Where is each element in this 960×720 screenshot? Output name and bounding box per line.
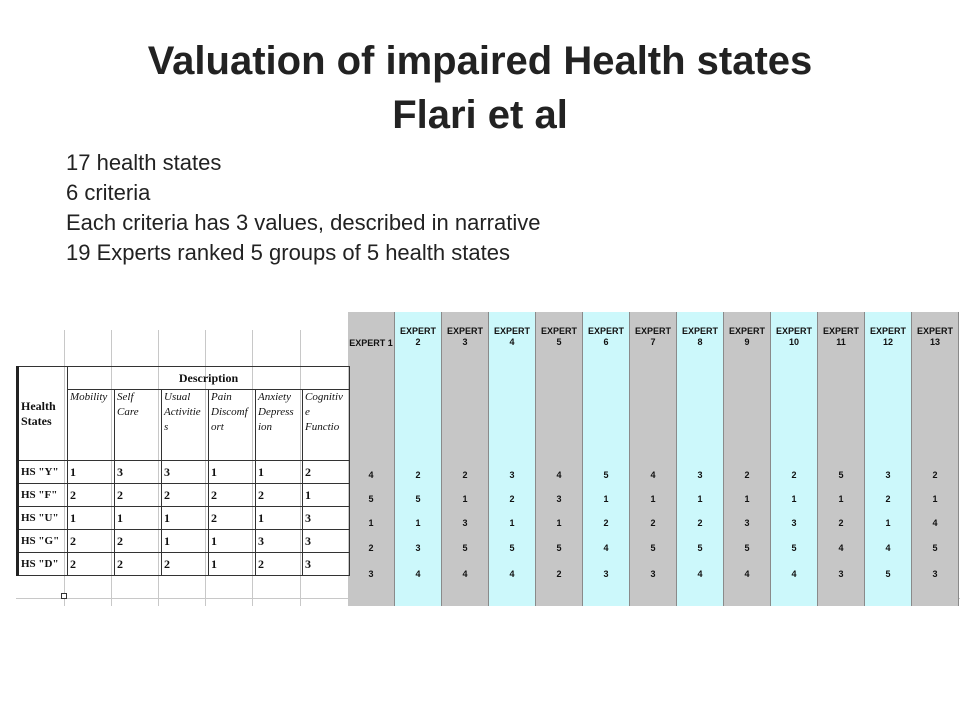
expert-rank: 2 — [744, 470, 750, 480]
expert-column — [583, 312, 630, 606]
expert-column — [489, 312, 536, 606]
expert-column — [912, 312, 959, 606]
criterion-value: 2 — [256, 553, 303, 576]
criterion-value: 2 — [256, 484, 303, 507]
criterion-value: 1 — [162, 530, 209, 553]
expert-rank: 1 — [603, 494, 609, 504]
expert-rank: 5 — [885, 569, 891, 579]
table-row — [18, 553, 350, 576]
expert-rank: 2 — [462, 470, 468, 480]
expert-rank: 2 — [697, 518, 703, 528]
health-state-label: HS "U" — [18, 507, 68, 530]
expert-rank: 4 — [603, 543, 609, 553]
criterion-value: 3 — [115, 461, 162, 484]
criterion-value: 2 — [68, 553, 115, 576]
criterion-value: 2 — [303, 461, 350, 484]
fill-handle — [61, 593, 67, 599]
health-state-label: HS "Y" — [18, 461, 68, 484]
expert-rank: 3 — [838, 569, 844, 579]
expert-column — [348, 312, 395, 606]
criterion-value: 3 — [303, 530, 350, 553]
expert-header: EXPERT 1 — [349, 338, 393, 348]
expert-rank: 2 — [791, 470, 797, 480]
criterion-usual-activities: Usual Activitie s — [162, 390, 209, 461]
expert-rank: 2 — [603, 518, 609, 528]
criterion-value: 3 — [303, 507, 350, 530]
criterion-value: 1 — [209, 461, 256, 484]
expert-rank: 3 — [603, 569, 609, 579]
health-state-label: HS "G" — [18, 530, 68, 553]
criterion-anxiety-depression: Anxiety Depress ion — [256, 390, 303, 461]
expert-rank: 5 — [462, 543, 468, 553]
expert-rank: 4 — [791, 569, 797, 579]
expert-rank: 1 — [556, 518, 562, 528]
expert-header: EXPERT 7 — [634, 326, 671, 347]
expert-rank: 4 — [509, 569, 515, 579]
criterion-pain-discomfort: Pain Discomf ort — [209, 390, 256, 461]
bullet-item: Each criteria has 3 values, described in narrative — [66, 210, 541, 235]
criterion-value: 2 — [68, 530, 115, 553]
expert-rank: 4 — [885, 543, 891, 553]
expert-rank: 2 — [415, 470, 421, 480]
criterion-self-care: Self Care — [115, 390, 162, 461]
expert-rank: 2 — [509, 494, 515, 504]
expert-rank: 1 — [838, 494, 844, 504]
expert-rank: 5 — [509, 543, 515, 553]
expert-rank: 3 — [509, 470, 515, 480]
criterion-cognitive-function: Cognitiv e Functio — [303, 390, 350, 461]
health-state-label: HS "F" — [18, 484, 68, 507]
expert-rank: 3 — [415, 543, 421, 553]
expert-rank: 1 — [415, 518, 421, 528]
table-row — [18, 507, 350, 530]
expert-rank: 3 — [744, 518, 750, 528]
expert-rank: 5 — [744, 543, 750, 553]
bullet-item: 17 health states — [66, 150, 222, 175]
expert-rank: 1 — [462, 494, 468, 504]
criterion-value: 3 — [256, 530, 303, 553]
criterion-value: 2 — [115, 530, 162, 553]
expert-rank: 3 — [885, 470, 891, 480]
expert-rank: 5 — [603, 470, 609, 480]
criterion-value: 1 — [68, 507, 115, 530]
bullet-item: 19 Experts ranked 5 groups of 5 health states — [66, 240, 510, 265]
expert-rank: 2 — [838, 518, 844, 528]
criterion-value: 2 — [209, 507, 256, 530]
table-row — [18, 484, 350, 507]
expert-column — [724, 312, 771, 606]
criterion-value: 1 — [162, 507, 209, 530]
criterion-value: 2 — [68, 484, 115, 507]
expert-rank: 3 — [791, 518, 797, 528]
expert-rank: 4 — [744, 569, 750, 579]
expert-rank: 3 — [697, 470, 703, 480]
description-header: Description — [68, 367, 350, 390]
criterion-value: 1 — [256, 461, 303, 484]
expert-header: EXPERT 9 — [728, 326, 765, 347]
expert-rank: 1 — [885, 518, 891, 528]
expert-header: EXPERT 2 — [399, 326, 436, 347]
criterion-value: 1 — [209, 530, 256, 553]
expert-header: EXPERT 3 — [446, 326, 483, 347]
expert-rank: 5 — [368, 494, 374, 504]
expert-rank: 3 — [650, 569, 656, 579]
criterion-value: 2 — [115, 484, 162, 507]
expert-rank: 1 — [791, 494, 797, 504]
expert-rank: 4 — [556, 470, 562, 480]
expert-rank: 1 — [697, 494, 703, 504]
criterion-mobility: Mobility — [68, 390, 115, 461]
expert-rank: 3 — [556, 494, 562, 504]
expert-column — [395, 312, 442, 606]
expert-column — [630, 312, 677, 606]
expert-rank: 5 — [838, 470, 844, 480]
expert-rank: 4 — [838, 543, 844, 553]
criterion-value: 1 — [209, 553, 256, 576]
table-row — [18, 461, 350, 484]
expert-header: EXPERT 11 — [822, 326, 859, 347]
expert-rank: 2 — [650, 518, 656, 528]
expert-rank: 4 — [697, 569, 703, 579]
criterion-value: 2 — [209, 484, 256, 507]
expert-rank: 5 — [697, 543, 703, 553]
expert-rank: 1 — [932, 494, 938, 504]
expert-rank: 1 — [744, 494, 750, 504]
expert-rank: 4 — [368, 470, 374, 480]
expert-rank: 4 — [932, 518, 938, 528]
criterion-value: 2 — [115, 553, 162, 576]
expert-rank: 5 — [932, 543, 938, 553]
expert-rank: 2 — [556, 569, 562, 579]
expert-rank: 3 — [462, 518, 468, 528]
slide-title-line1: Valuation of impaired Health states — [147, 39, 813, 83]
table-row — [18, 530, 350, 553]
expert-rank: 5 — [650, 543, 656, 553]
expert-rank: 5 — [556, 543, 562, 553]
health-states-header: Health States — [18, 367, 68, 461]
expert-rank: 2 — [368, 543, 374, 553]
criterion-value: 1 — [303, 484, 350, 507]
criterion-value: 2 — [162, 553, 209, 576]
expert-header: EXPERT 6 — [587, 326, 624, 347]
criterion-value: 1 — [68, 461, 115, 484]
bullet-item: 6 criteria — [66, 180, 151, 205]
expert-column — [818, 312, 865, 606]
criterion-value: 2 — [162, 484, 209, 507]
expert-header: EXPERT 12 — [869, 326, 906, 347]
expert-rank: 4 — [415, 569, 421, 579]
expert-header: EXPERT 8 — [681, 326, 718, 347]
expert-rank: 4 — [650, 470, 656, 480]
expert-rank: 1 — [650, 494, 656, 504]
expert-rank: 4 — [462, 569, 468, 579]
criterion-value: 1 — [256, 507, 303, 530]
expert-column — [442, 312, 489, 606]
expert-rank: 2 — [932, 470, 938, 480]
expert-header: EXPERT 13 — [916, 326, 953, 347]
expert-rank: 1 — [368, 518, 374, 528]
expert-column — [536, 312, 583, 606]
description-table — [16, 366, 350, 576]
expert-header: EXPERT 4 — [493, 326, 530, 347]
slide-title-line2: Flari et al — [392, 93, 568, 137]
expert-rank: 5 — [791, 543, 797, 553]
expert-column — [677, 312, 724, 606]
expert-header: EXPERT 10 — [775, 326, 812, 347]
criterion-value: 3 — [303, 553, 350, 576]
criterion-value: 1 — [115, 507, 162, 530]
criterion-value: 3 — [162, 461, 209, 484]
expert-column — [771, 312, 818, 606]
expert-column — [865, 312, 912, 606]
expert-rank: 3 — [368, 569, 374, 579]
expert-rank: 5 — [415, 494, 421, 504]
health-state-label: HS "D" — [18, 553, 68, 576]
expert-rank: 3 — [932, 569, 938, 579]
expert-rank: 1 — [509, 518, 515, 528]
expert-rank: 2 — [885, 494, 891, 504]
expert-header: EXPERT 5 — [540, 326, 577, 347]
